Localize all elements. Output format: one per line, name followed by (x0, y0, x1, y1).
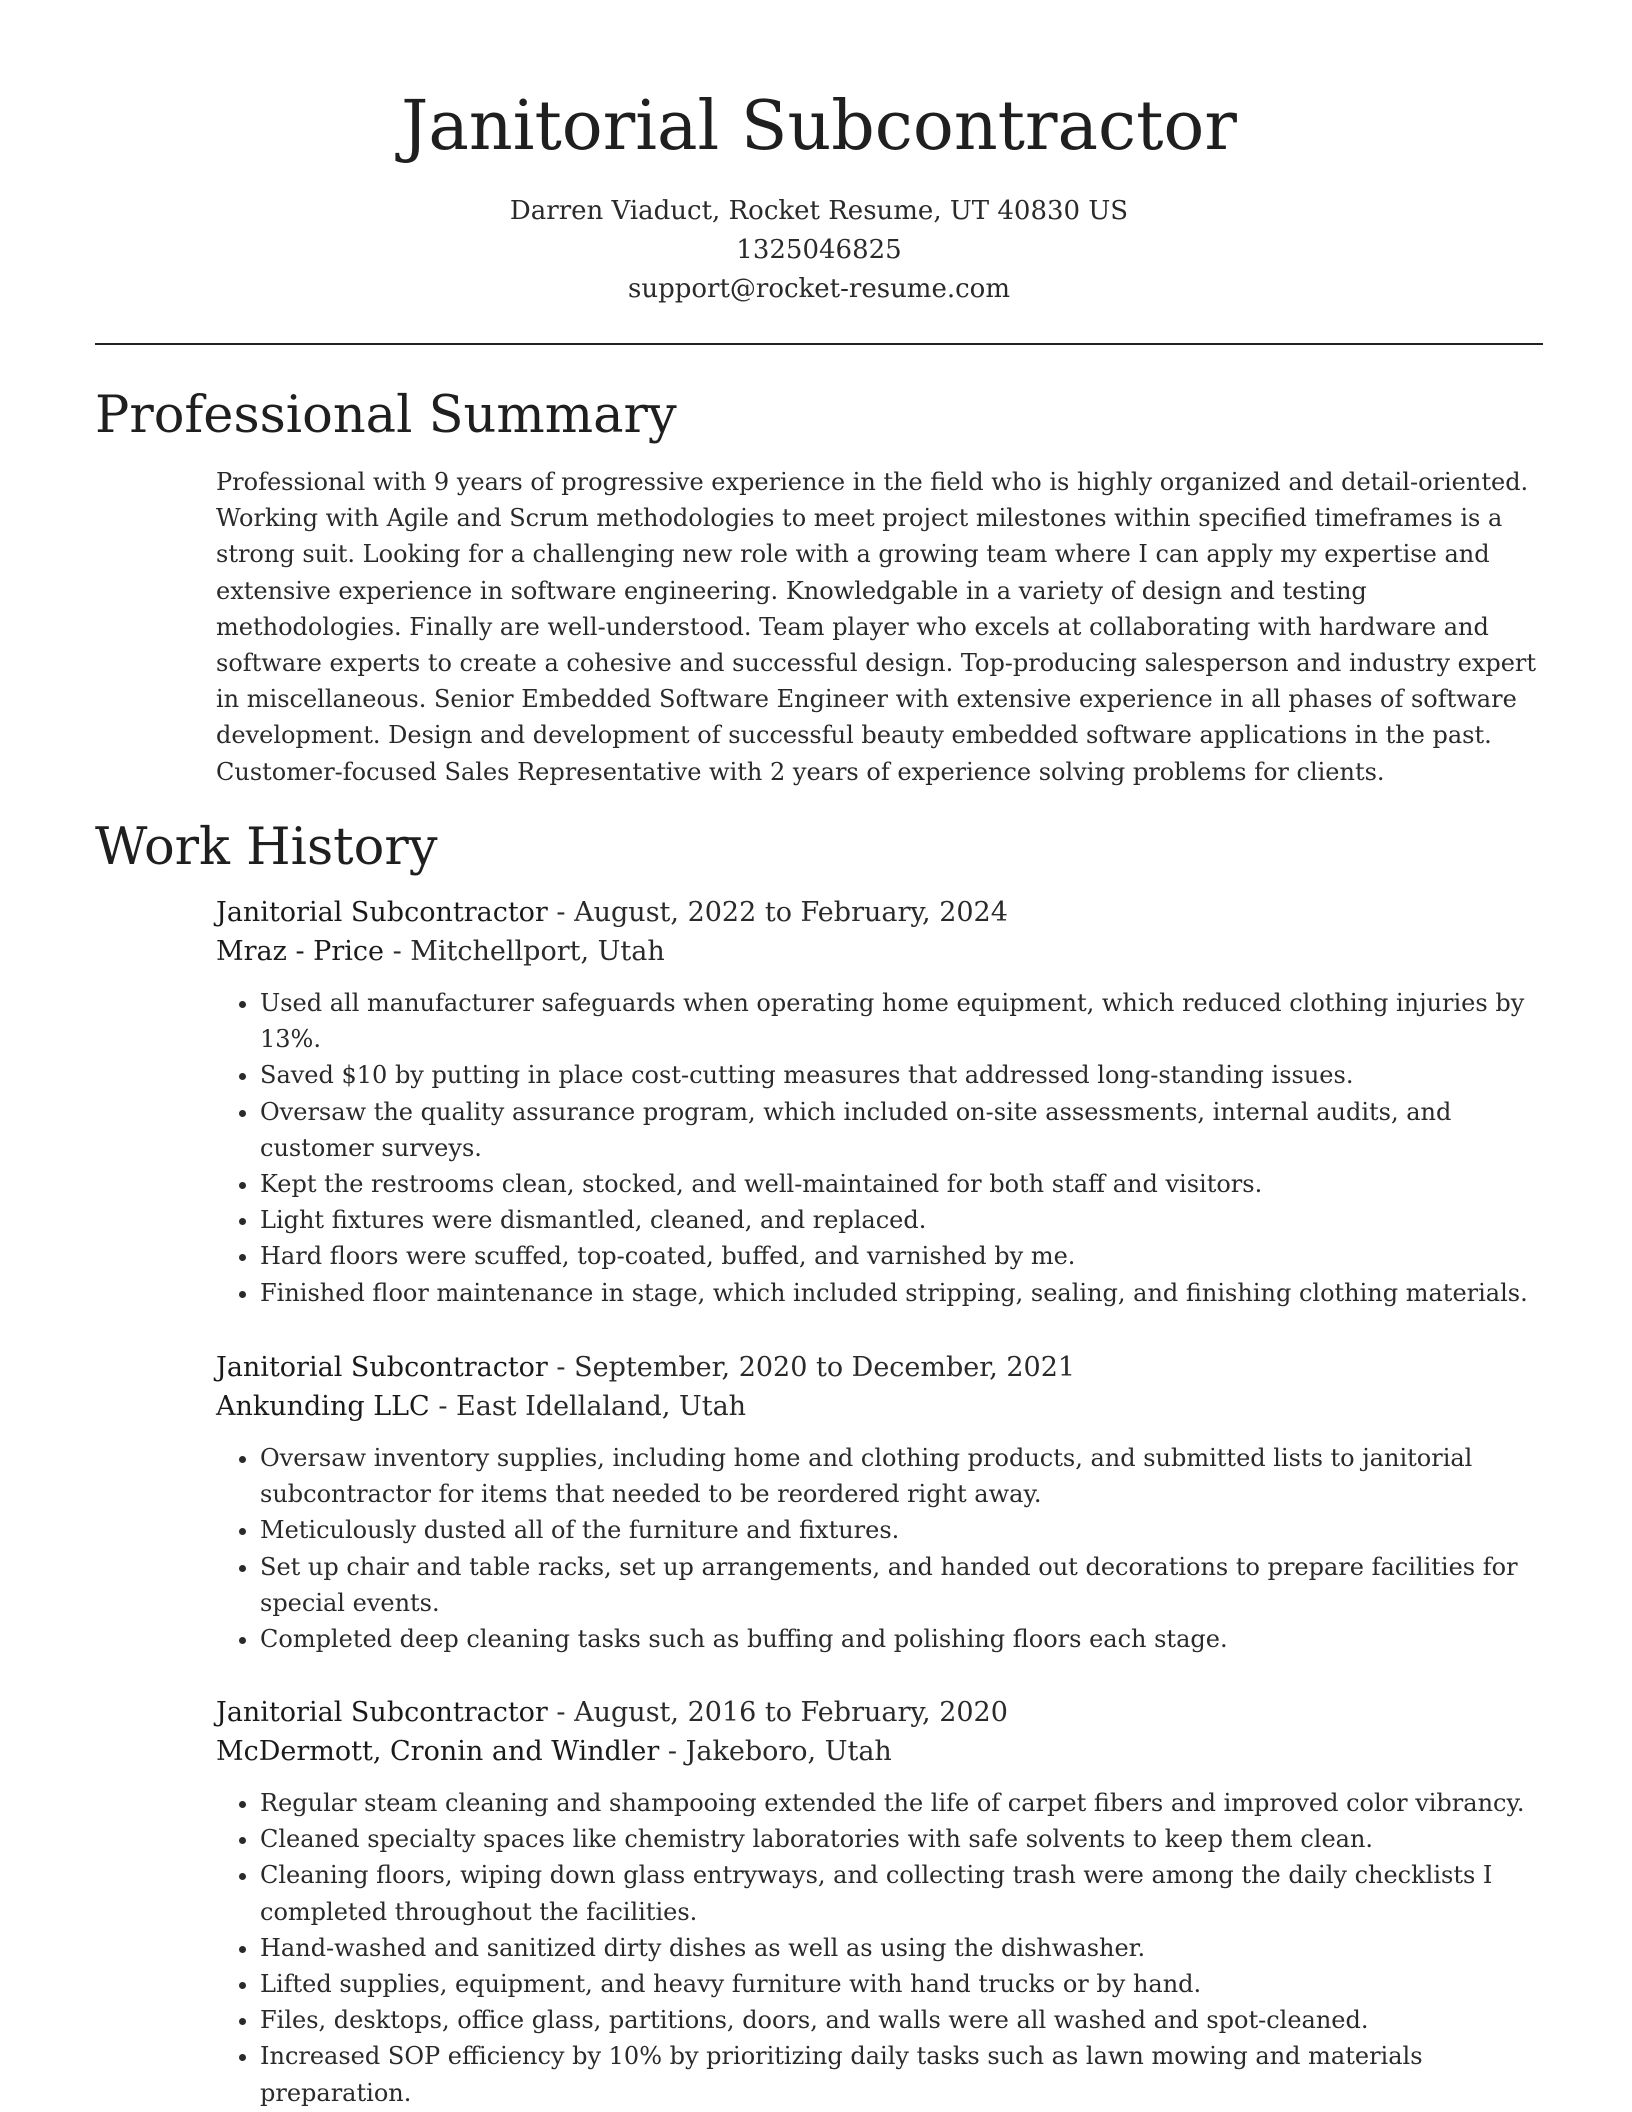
job-entry (216, 1348, 1546, 1657)
summary-heading: Professional Summary (95, 386, 677, 445)
bullet-item: • Hand-washed and sanitized dirty dishes as well as using the dishwasher. (260, 1930, 1546, 1966)
job-role: Janitorial Subcontractor (216, 1352, 548, 1383)
job-bullets (216, 985, 1546, 1311)
job-bullets (216, 1440, 1546, 1657)
candidate-name: Janitorial Subcontractor (401, 87, 1237, 166)
job-company: Mraz - Price (216, 936, 384, 967)
work-history-heading: Work History (95, 818, 438, 877)
bullet-item: • Cleaned specialty spaces like chemistry laboratories with safe solvents to keep them clean. (260, 1821, 1546, 1857)
bullet-item: • Kept the restrooms clean, stocked, and well-maintained for both staff and visitors. (260, 1166, 1546, 1202)
job-dates: - September, 2020 to December, 2021 (547, 1352, 1076, 1383)
bullet-item: • Used all manufacturer safeguards when operating home equipment, which reduced clothing injuries by 13%. (260, 985, 1546, 1057)
contact-address: Darren Viaduct, Rocket Resume, UT 40830 US (509, 196, 1129, 226)
header-divider (95, 343, 1543, 345)
job-entry (216, 893, 1546, 1311)
job-bullets (216, 1785, 1546, 2111)
contact-email: support@rocket-resume.com (627, 274, 1010, 304)
job-entry (216, 1693, 1546, 2111)
bullet-item: • Finished floor maintenance in stage, which included stripping, sealing, and finishing clothing materials. (260, 1275, 1546, 1311)
job-title-line (216, 1348, 1546, 1387)
job-company-line (216, 1732, 1546, 1771)
bullet-item: • Completed deep cleaning tasks such as buffing and polishing floors each stage. (260, 1621, 1546, 1657)
job-company: McDermott, Cronin and Windler (216, 1736, 660, 1767)
bullet-item: • Oversaw inventory supplies, including home and clothing products, and submitted lists to janitorial subcontractor for items that needed to be reordered right away. (260, 1440, 1546, 1512)
contact-phone: 1325046825 (736, 235, 902, 265)
bullet-item: • Meticulously dusted all of the furniture and fixtures. (260, 1512, 1546, 1548)
job-dates: - August, 2022 to February, 2024 (547, 897, 1008, 928)
bullet-item: • Hard floors were scuffed, top-coated, buffed, and varnished by me. (260, 1238, 1546, 1274)
job-location: - East Idellaland, Utah (429, 1391, 747, 1422)
bullet-item: • Increased SOP efficiency by 10% by prioritizing daily tasks such as lawn mowing and materials preparation. (260, 2038, 1546, 2110)
job-dates: - August, 2016 to February, 2020 (547, 1697, 1008, 1728)
bullet-item: • Set up chair and table racks, set up arrangements, and handed out decorations to prepare facilities for special events. (260, 1549, 1546, 1621)
job-location: - Mitchellport, Utah (383, 936, 665, 967)
job-role: Janitorial Subcontractor (216, 1697, 548, 1728)
job-company-line (216, 1387, 1546, 1426)
summary-text: Professional with 9 years of progressive experience in the field who is highly organized and detail-oriented. Working with Agile and Scrum methodologies to meet project milestones within specified timeframes is a strong suit. Looking for a challenging new role with a growing team where I can apply my expertise and extensive experience in software engineering. Knowledgable in a variety of design and testing methodologies. Finally are well-understood. Team player who excels at collaborating with hardware and software experts to create a cohesive and successful design. Top-producing salesperson and industry expert in miscellaneous. Senior Embedded Software Engineer with extensive experience in all phases of software development. Design and development of successful beauty embedded software applications in the past. Customer-focused Sales Representative with 2 years of experience solving problems for clients. (216, 468, 1537, 786)
job-title-line (216, 893, 1546, 932)
bullet-item: • Regular steam cleaning and shampooing extended the life of carpet fibers and improved color vibrancy. (260, 1785, 1546, 1821)
job-role: Janitorial Subcontractor (216, 897, 548, 928)
bullet-item: • Light fixtures were dismantled, cleaned, and replaced. (260, 1202, 1546, 1238)
bullet-item: • Lifted supplies, equipment, and heavy furniture with hand trucks or by hand. (260, 1966, 1546, 2002)
bullet-item: • Files, desktops, office glass, partitions, doors, and walls were all washed and spot-cleaned. (260, 2002, 1546, 2038)
job-company: Ankunding LLC (216, 1391, 430, 1422)
job-title-line (216, 1693, 1546, 1732)
bullet-item: • Saved $10 by putting in place cost-cutting measures that addressed long-standing issues. (260, 1057, 1546, 1093)
job-company-line (216, 932, 1546, 971)
bullet-item: • Oversaw the quality assurance program, which included on-site assessments, internal audits, and customer surveys. (260, 1094, 1546, 1166)
bullet-item: • Cleaning floors, wiping down glass entryways, and collecting trash were among the daily checklists I completed throughout the facilities. (260, 1857, 1546, 1929)
job-location: - Jakeboro, Utah (659, 1736, 892, 1767)
